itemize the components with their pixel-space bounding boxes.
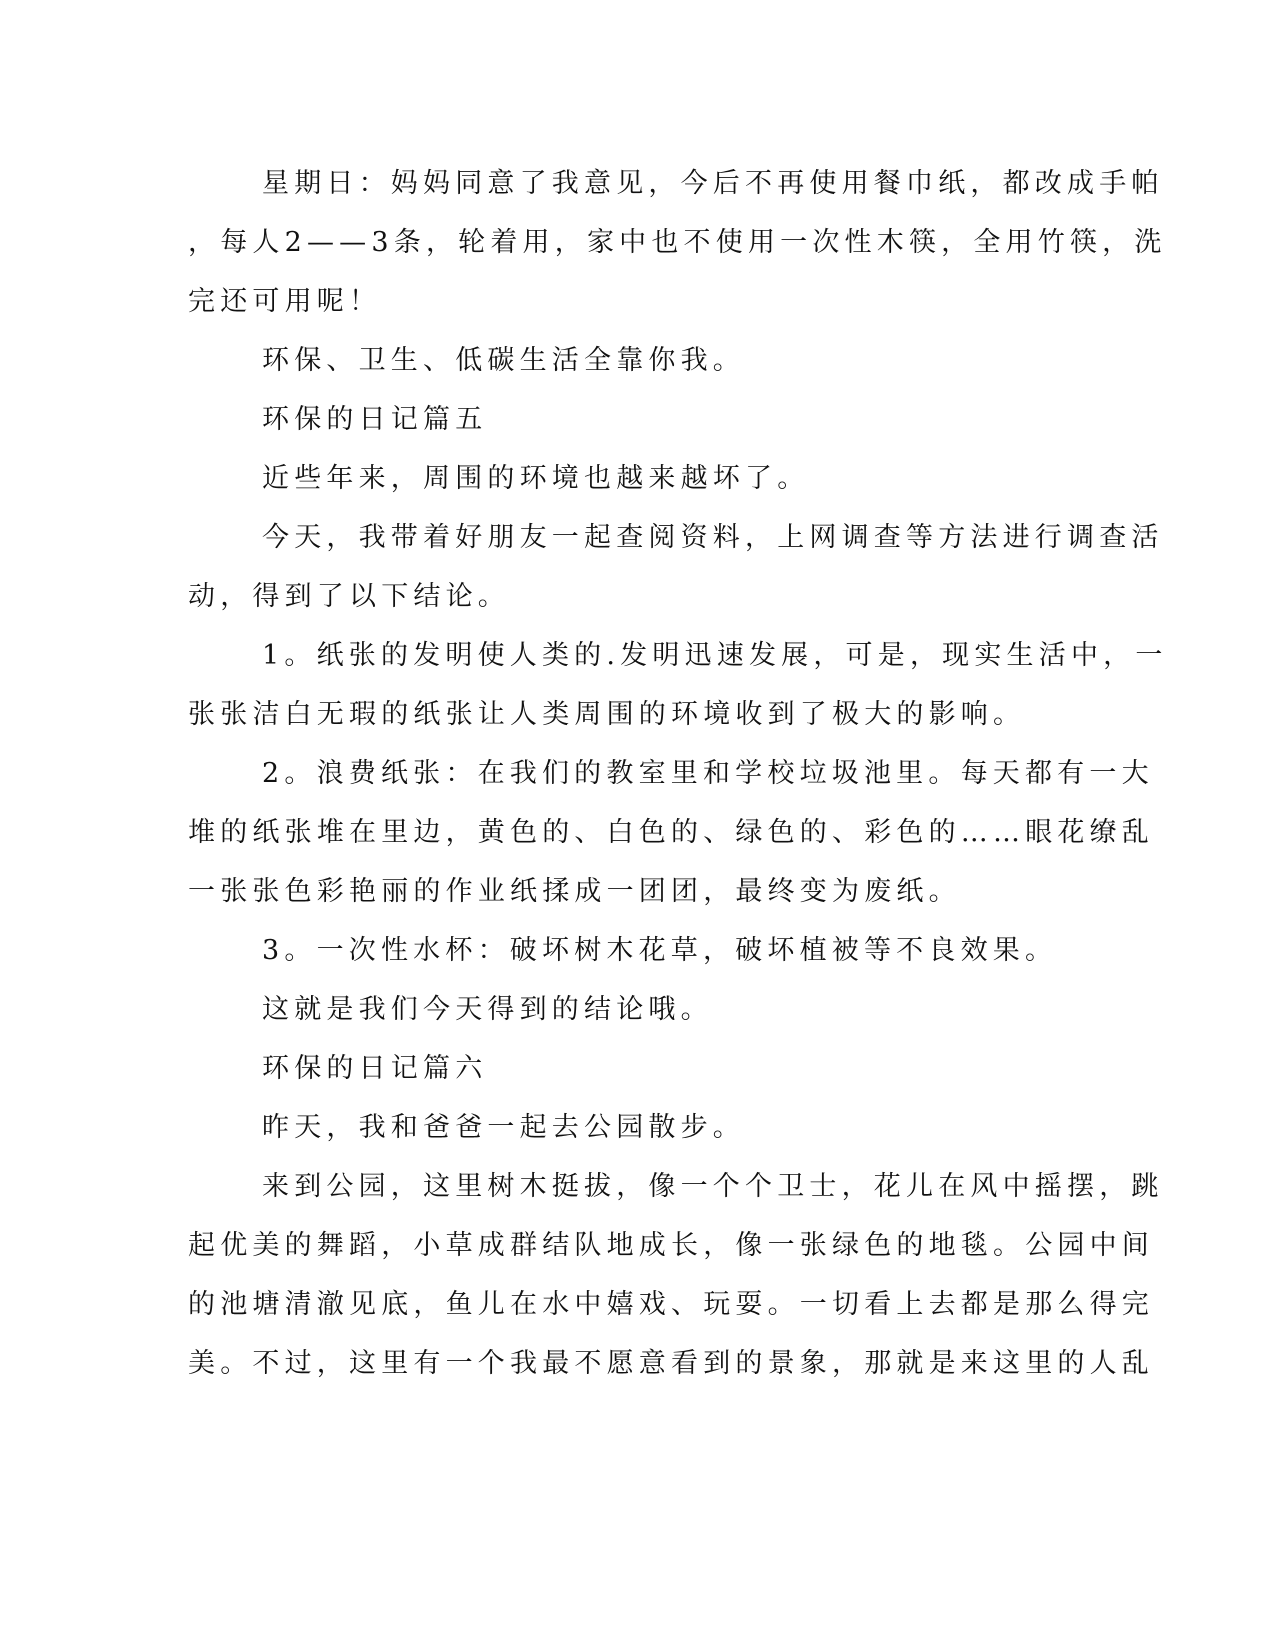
text-line: 环保、卫生、低碳生活全靠你我。 xyxy=(262,345,745,376)
text-line: 堆的纸张堆在里边，黄色的、白色的、绿色的、彩色的……眼花缭乱 xyxy=(188,817,1154,848)
text-line: 一张张色彩艳丽的作业纸揉成一团团，最终变为废纸。 xyxy=(188,876,961,907)
text-line: 美。不过，这里有一个我最不愿意看到的景象，那就是来这里的人乱 xyxy=(188,1348,1154,1379)
text-line: ，每人2——3条，轮着用，家中也不使用一次性木筷，全用竹筷，洗 xyxy=(188,227,1167,258)
text-line: 2。浪费纸张：在我们的教室里和学校垃圾池里。每天都有一大 xyxy=(262,758,1154,789)
text-line: 1。纸张的发明使人类的.发明迅速发展，可是，现实生活中，一 xyxy=(262,640,1168,671)
text-line: 来到公园，这里树木挺拔，像一个个卫士，花儿在风中摇摆，跳 xyxy=(262,1171,1164,1202)
text-line: 昨天，我和爸爸一起去公园散步。 xyxy=(262,1112,745,1143)
text-line: 动，得到了以下结论。 xyxy=(188,581,510,612)
text-line: 完还可用呢！ xyxy=(188,286,382,317)
text-line: 张张洁白无瑕的纸张让人类周围的环境收到了极大的影响。 xyxy=(188,699,1026,730)
text-line: 这就是我们今天得到的结论哦。 xyxy=(262,994,713,1025)
text-line: 今天，我带着好朋友一起查阅资料，上网调查等方法进行调查活 xyxy=(262,522,1164,553)
text-line: 3。一次性水杯：破坏树木花草，破坏植被等不良效果。 xyxy=(262,935,1058,966)
text-line: 近些年来，周围的环境也越来越坏了。 xyxy=(262,463,810,494)
section-heading: 环保的日记篇六 xyxy=(262,1053,488,1084)
section-heading: 环保的日记篇五 xyxy=(262,404,488,435)
text-line: 星期日：妈妈同意了我意见，今后不再使用餐巾纸，都改成手帕 xyxy=(262,168,1164,199)
text-line: 的池塘清澈见底，鱼儿在水中嬉戏、玩耍。一切看上去都是那么得完 xyxy=(188,1289,1154,1320)
text-line: 起优美的舞蹈，小草成群结队地成长，像一张绿色的地毯。公园中间 xyxy=(188,1230,1154,1261)
